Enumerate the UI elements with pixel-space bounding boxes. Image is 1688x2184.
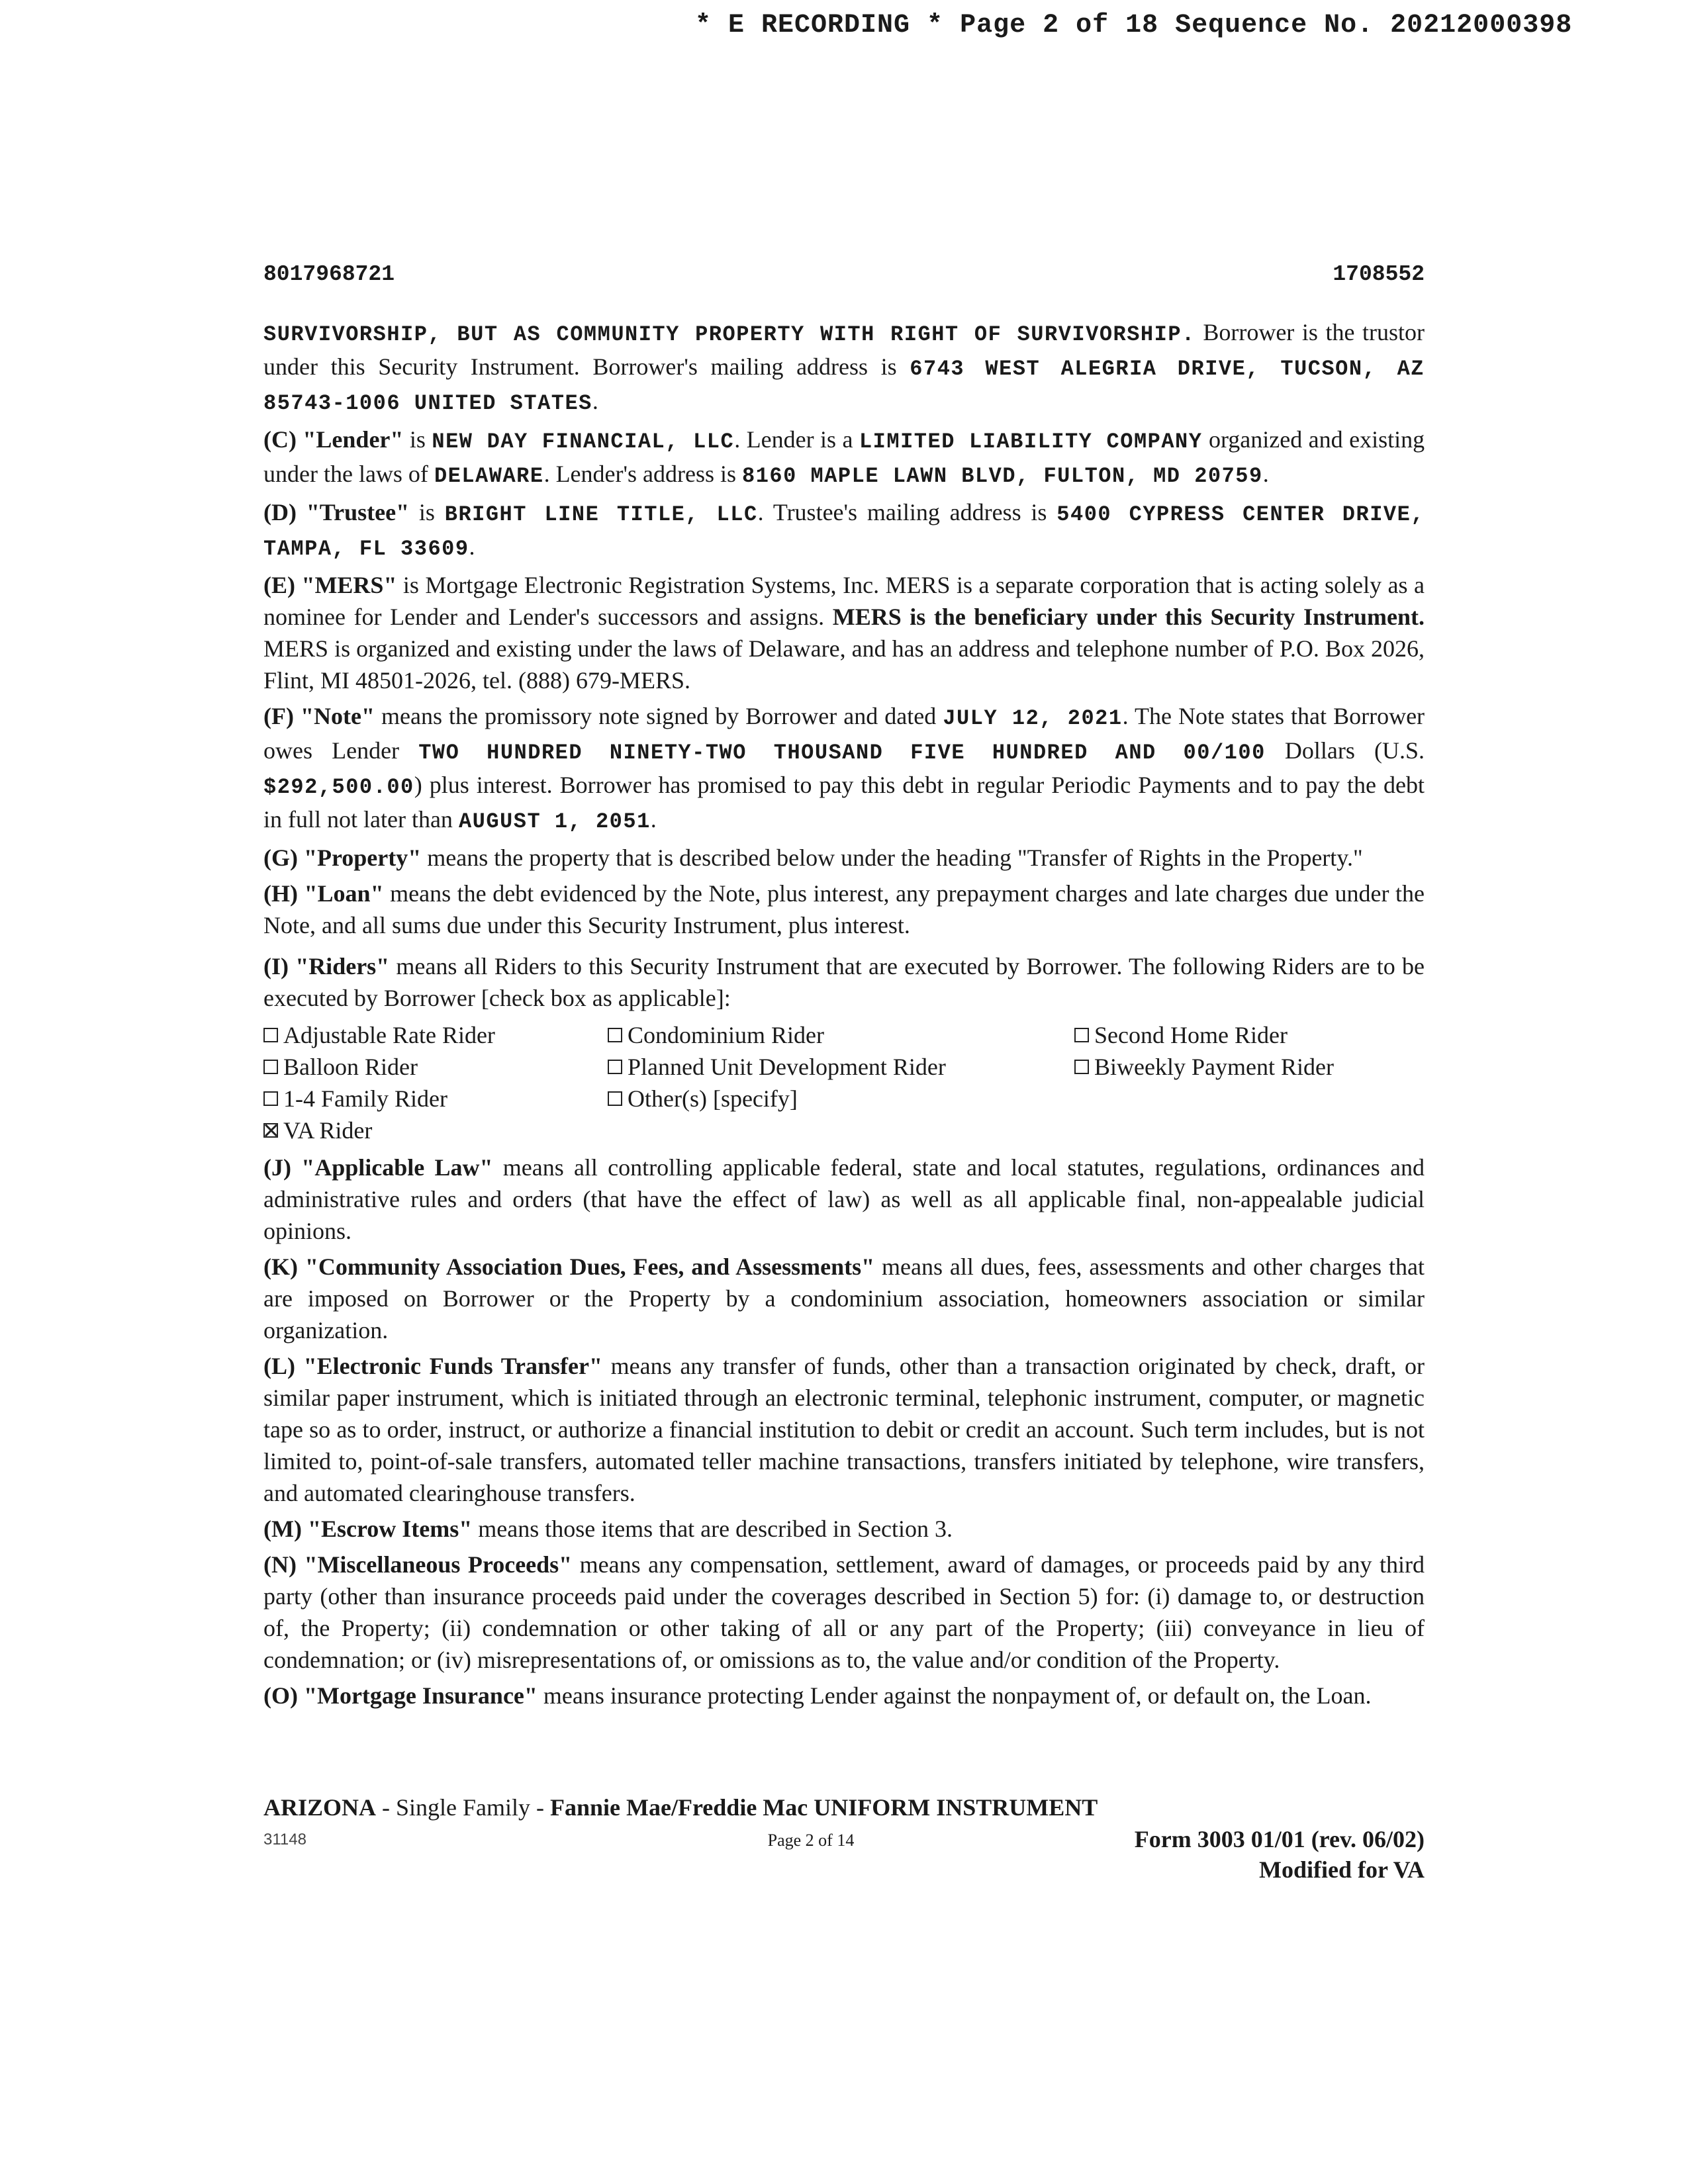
term-trustee: (D) "Trustee"	[263, 499, 410, 525]
lender-is: is	[409, 426, 426, 453]
loan-number-right: 1708552	[1333, 262, 1425, 287]
term-note: (F) "Note"	[263, 703, 375, 729]
paragraph-community-association	[263, 1251, 1425, 1346]
applicable-law-text: means all controlling applicable federal, state and local statutes, regulations, ordinances and administrative rules and orders (that have the effect of law) as well as all applicable final, non-appealable judicial opinions.	[263, 1154, 1425, 1244]
paragraph-misc-proceeds	[263, 1549, 1425, 1676]
paragraph-mortgage-insurance	[263, 1680, 1425, 1711]
trustee-name: BRIGHT LINE TITLE, LLC	[444, 502, 758, 527]
lender-text-1: . Lender is a	[734, 426, 853, 453]
footer-state: ARIZONA	[263, 1794, 377, 1821]
note-text-4: ) plus interest. Borrower has promised to pay this debt in regular Periodic Payments and to pay the debt in full not later than	[263, 772, 1425, 833]
lender-text-3: . Lender's address is	[543, 461, 736, 487]
term-loan: (H) "Loan"	[263, 880, 384, 907]
paragraph-loan	[263, 878, 1425, 941]
lender-address: 8160 MAPLE LAWN BLVD, FULTON, MD 20759	[741, 464, 1263, 488]
rider-label: VA Rider	[283, 1117, 373, 1144]
page-footer	[263, 1794, 1425, 1885]
paragraph-borrower: SURVIVORSHIP, BUT AS COMMUNITY PROPERTY WITH RIGHT OF SURVIVORSHIP. Borrower is the trustor under this Security Instrument. Borrower's mailing address is 6743 WEST ALEGRIA DRIVE, TUCSON, AZ 85743-1006 UNITED STATES.	[263, 319, 1425, 416]
checkbox-icon[interactable]	[608, 1091, 622, 1106]
lender-name: NEW DAY FINANCIAL, LLC	[432, 430, 735, 454]
footer-uniform: Fannie Mae/Freddie Mac UNIFORM INSTRUMENT	[550, 1794, 1098, 1821]
rider-label: Adjustable Rate Rider	[283, 1022, 495, 1048]
rider-1-4-family[interactable]	[263, 1083, 608, 1115]
checkbox-icon[interactable]	[608, 1028, 622, 1042]
term-mortgage-insurance: (O) "Mortgage Insurance"	[263, 1682, 538, 1709]
escrow-items-text: means those items that are described in Section 3.	[478, 1516, 953, 1542]
footer-row	[263, 1824, 1425, 1885]
rider-label: Other(s) [specify]	[628, 1085, 798, 1112]
rider-empty-cell	[1074, 1083, 1425, 1115]
checkbox-icon[interactable]	[263, 1028, 278, 1042]
note-amount: $292,500.00	[263, 775, 414, 799]
borrower-text: Borrower is the trustor under this Security Instrument. Borrower's mailing address is	[263, 319, 1425, 380]
paragraph-lender: (C) "Lender" is NEW DAY FINANCIAL, LLC. Lender is a LIMITED LIABILITY COMPANY organized and existing under the laws of DELAWARE. Lender's address is 8160 MAPLE LAWN BLVD, FULTON, MD 20759.	[263, 426, 1425, 488]
mortgage-insurance-text: means insurance protecting Lender against the nonpayment of, or default on, the Loan.	[543, 1682, 1372, 1709]
rider-label: Balloon Rider	[283, 1054, 418, 1080]
rider-va[interactable]	[263, 1115, 608, 1146]
mers-text-2: MERS is organized and existing under the laws of Delaware, and has an address and telephone number of P.O. Box 2026, Flint, MI 48501-2026, tel. (888) 679-MERS.	[263, 635, 1425, 694]
term-applicable-law: (J) "Applicable Law"	[263, 1154, 493, 1181]
borrower-address: 6743 WEST ALEGRIA DRIVE, TUCSON, AZ 85743-1006 UNITED STATES	[263, 357, 1425, 416]
checkbox-icon[interactable]	[263, 1091, 278, 1106]
rider-second-home[interactable]	[1074, 1019, 1425, 1051]
footer-form-code: 31148	[263, 1831, 306, 1848]
note-date: JULY 12, 2021	[943, 706, 1123, 731]
property-text: means the property that is described below under the heading "Transfer of Rights in the Property."	[427, 844, 1363, 871]
rider-biweekly-payment[interactable]	[1074, 1051, 1425, 1083]
term-riders: (I) "Riders"	[263, 953, 390, 979]
lender-text-2: organized and existing under the laws of	[263, 426, 1425, 487]
note-amount-words: TWO HUNDRED NINETY-TWO THOUSAND FIVE HUNDRED AND 00/100	[418, 741, 1266, 765]
rider-condominium[interactable]	[608, 1019, 1074, 1051]
rider-adjustable-rate[interactable]	[263, 1019, 608, 1051]
vesting-text: SURVIVORSHIP, BUT AS COMMUNITY PROPERTY WITH RIGHT OF SURVIVORSHIP.	[263, 322, 1196, 347]
rider-label: Condominium Rider	[628, 1022, 824, 1048]
rider-label: 1-4 Family Rider	[283, 1085, 447, 1112]
paragraph-property	[263, 842, 1425, 874]
footer-sep: - Single Family -	[382, 1794, 545, 1821]
footer-page-number: Page 2 of 14	[767, 1831, 855, 1850]
rider-label: Second Home Rider	[1094, 1022, 1288, 1048]
term-mers: (E) "MERS"	[263, 572, 397, 598]
rider-other[interactable]	[608, 1083, 1074, 1115]
loan-text: means the debt evidenced by the Note, plus interest, any prepayment charges and late charges due under the Note, and all sums due under this Security Instrument, plus interest.	[263, 880, 1425, 938]
rider-balloon[interactable]	[263, 1051, 608, 1083]
note-maturity: AUGUST 1, 2051	[458, 809, 651, 834]
checkbox-icon[interactable]	[263, 1060, 278, 1074]
paragraph-escrow-items	[263, 1513, 1425, 1545]
paragraph-mers	[263, 569, 1425, 696]
rider-label: Biweekly Payment Rider	[1094, 1054, 1334, 1080]
community-association-text: means all dues, fees, assessments and other charges that are imposed on Borrower or the Property by a condominium association, homeowners association or similar organization.	[263, 1253, 1425, 1343]
checkbox-icon[interactable]	[1074, 1060, 1089, 1074]
paragraph-applicable-law	[263, 1152, 1425, 1247]
trustee-is: is	[418, 499, 435, 525]
rider-label: Planned Unit Development Rider	[628, 1054, 946, 1080]
checkbox-checked-icon[interactable]	[263, 1123, 278, 1138]
footer-instrument-line	[263, 1794, 1425, 1821]
riders-text: means all Riders to this Security Instrument that are executed by Borrower. The following Riders are to be executed by Borrower [check box as applicable]:	[263, 953, 1425, 1011]
document-body	[263, 316, 1425, 1715]
checkbox-icon[interactable]	[608, 1060, 622, 1074]
riders-checklist	[263, 1019, 1425, 1146]
trustee-address: 5400 CYPRESS CENTER DRIVE, TAMPA, FL 33609	[263, 502, 1425, 561]
loan-number-left: 8017968721	[263, 262, 395, 287]
footer-modified: Modified for VA	[1258, 1856, 1425, 1883]
term-lender: (C) "Lender"	[263, 426, 404, 453]
term-community-association: (K) "Community Association Dues, Fees, and Assessments"	[263, 1253, 875, 1280]
paragraph-note: (F) "Note" means the promissory note signed by Borrower and dated JULY 12, 2021. The Note states that Borrower owes Lender TWO HUNDRED NINETY-TWO THOUSAND FIVE HUNDRED AND 00/100 Dollars (U.S. $292,500.00) plus interest. Borrower has promised to pay this debt in regular Periodic Payments and to pay the debt in full not later than AUGUST 1, 2051.	[263, 703, 1425, 834]
mers-text-1: is Mortgage Electronic Registration Systems, Inc. MERS is a separate corporation that is acting solely as a nominee for Lender and Lender's successors and assigns.	[263, 572, 1425, 630]
recording-header: * E RECORDING * Page 2 of 18 Sequence No. 20212000398	[695, 11, 1573, 40]
mers-beneficiary: MERS is the beneficiary under this Security Instrument.	[832, 604, 1425, 630]
term-escrow-items: (M) "Escrow Items"	[263, 1516, 473, 1542]
loan-numbers	[263, 262, 1425, 287]
note-text-3: Dollars (U.S.	[1284, 737, 1425, 764]
lender-state: DELAWARE	[434, 464, 544, 488]
misc-proceeds-text: means any compensation, settlement, award of damages, or proceeds paid by any third party (other than insurance proceeds paid under the coverages described in Section 5) for: (i) damage to, or destruction of, the Property; (ii) condemnation or other taking of all or any part of the Property; (iii) conveyance in lieu of condemnation; or (iv) misrepresentations of, or omissions as to, the value and/or condition of the Property.	[263, 1551, 1425, 1673]
footer-form-number: Form 3003 01/01 (rev. 06/02)	[1134, 1826, 1425, 1852]
term-misc-proceeds: (N) "Miscellaneous Proceeds"	[263, 1551, 573, 1578]
term-property: (G) "Property"	[263, 844, 422, 871]
lender-entity: LIMITED LIABILITY COMPANY	[859, 430, 1203, 454]
footer-form-info	[1027, 1824, 1425, 1885]
term-electronic-funds: (L) "Electronic Funds Transfer"	[263, 1353, 602, 1379]
note-text-1: means the promissory note signed by Borrower and dated	[381, 703, 937, 729]
paragraph-trustee: (D) "Trustee" is BRIGHT LINE TITLE, LLC. Trustee's mailing address is 5400 CYPRESS CENTER DRIVE, TAMPA, FL 33609.	[263, 499, 1425, 561]
paragraph-riders	[263, 950, 1425, 1014]
electronic-funds-text: means any transfer of funds, other than a transaction originated by check, draft, or similar paper instrument, which is initiated through an electronic terminal, telephonic instrument, computer, or magnetic tape so as to order, instruct, or authorize a financial institution to debit or credit an account. Such term includes, but is not limited to, point-of-sale transfers, automated teller machine transactions, transfers initiated by telephone, wire transfers, and automated clearinghouse transfers.	[263, 1353, 1425, 1506]
rider-planned-unit-development[interactable]	[608, 1051, 1074, 1083]
trustee-text: . Trustee's mailing address is	[757, 499, 1047, 525]
note-text-2: . The Note states that Borrower owes Lender	[263, 703, 1425, 764]
paragraph-electronic-funds	[263, 1350, 1425, 1509]
checkbox-icon[interactable]	[1074, 1028, 1089, 1042]
